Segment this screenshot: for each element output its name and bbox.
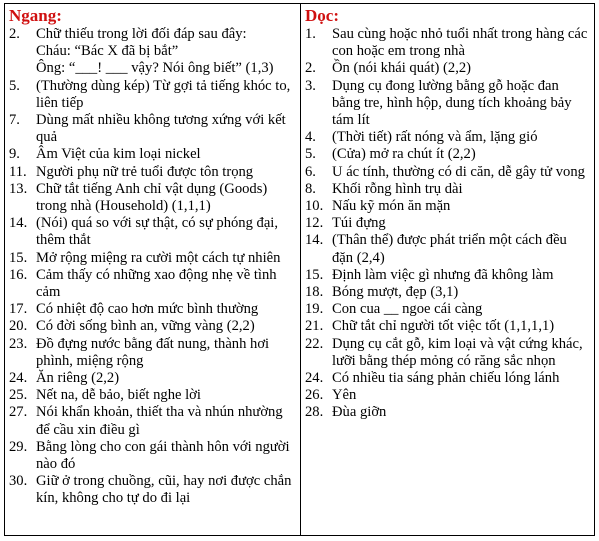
clue-text: Túi đựng [332,215,386,232]
clue-number: 11. [9,163,27,180]
clue-number: 10. [305,198,324,215]
clue-number: 16. [9,266,28,283]
clue-item [9,404,296,438]
clue-text: (Nói) quá so với sự thật, có sự phóng đại, thêm thắt [36,215,279,249]
clue-text: Sau cùng hoặc nhỏ tuổi nhất trong hàng các con hoặc em trong nhà [332,26,588,60]
clue-text: Khối rỗng hình trụ dài [332,180,463,197]
clue-number: 24. [305,370,324,387]
clue-text: Dùng mất nhiều không tương xứng với kết quả [36,112,286,146]
clue-text: Con cua __ ngoe cái càng [332,301,483,318]
clue-number: 21. [305,318,324,335]
clue-number: 4. [305,129,316,146]
clue-text: Bóng mượt, đẹp (3,1) [332,284,459,301]
clue-text: Nết na, dễ bảo, biết nghe lời [36,387,201,404]
clue-text: Có nhiệt độ cao hơn mức bình thường [36,301,259,318]
clue-item [305,404,590,421]
clue-text: Chữ thiếu trong lời đối đáp sau đây: [36,26,247,42]
clue-number: 2. [9,26,20,42]
clue-text: Chữ tắt tiếng Anh chỉ vật dụng (Goods) trong nhà (Household) (1,1,1) [36,180,268,215]
clue-item [9,146,296,163]
clue-number: 22. [305,335,324,352]
clue-text: (Cửa) mở ra chút ít (2,2) [332,146,476,163]
clue-item [305,26,590,60]
clue-number: 6. [305,163,316,180]
clue-number [305,353,332,370]
doc-column [301,4,594,535]
clue-text: Cảm thấy có những xao động nhẹ về tình cảm [36,266,277,301]
clue-item [9,215,296,249]
clue-text: Ông: “___! ___ vậy? Nói ông biết” (1,3) [36,60,274,77]
ngang-heading: Ngang: [9,6,62,25]
clue-text: Có đời sống bình an, vững vàng (2,2) [36,318,255,335]
clue-number: 25. [9,387,28,404]
clue-number: 24. [9,370,28,387]
clue-text: Mở rộng miệng ra cười một cách tự nhiên [36,249,281,266]
clue-item [9,473,296,507]
clue-item [9,164,296,181]
doc-list [305,26,590,422]
clue-text: (Thời tiết) rất nóng và ẩm, lặng gió [332,129,538,146]
clue-item [9,181,296,215]
clue-item [305,198,590,215]
clue-number: 12. [305,215,324,232]
clue-number: 7. [9,112,20,129]
clue-item [305,164,590,181]
clue-text: Ăn riêng (2,2) [36,370,120,387]
clue-text: Nấu kỹ món ăn mặn [332,198,451,215]
clue-text: Giữ ở trong chuồng, cũi, hay nơi được chắn kín, không cho tự do đi lại [36,473,292,507]
clue-item [305,60,590,77]
clue-item [305,78,590,130]
clue-text: Đùa giỡn [332,404,387,421]
clue-number: 30. [9,473,28,490]
clue-item [9,60,296,77]
clue-item [305,370,590,387]
clue-number: 19. [305,301,324,318]
clue-item [305,146,590,163]
clue-text: lưỡi bằng thép mỏng có răng sắc nhọn [332,352,556,369]
clue-item [9,43,296,60]
clue-number: 14. [305,232,324,249]
clue-number: 15. [9,249,28,266]
clue-text: Nói khẩn khoản, thiết tha và nhún nhường để cầu xin điều gì [36,404,283,438]
clue-number: 29. [9,438,28,455]
crossword-clues-table [4,3,595,536]
clue-item [305,129,590,146]
clue-item [9,370,296,387]
clue-number [9,43,36,60]
clue-number: 9. [9,146,20,163]
clue-text: Đồ đựng nước bằng đất nung, thành hơi phình, miệng rộng [36,335,270,369]
clue-item [305,336,590,353]
clue-item [9,336,296,370]
clue-item [305,181,590,198]
clue-text: Bằng lòng cho con gái thành hôn với người nào đó [36,438,290,473]
clue-item [305,387,590,404]
clue-item [9,318,296,335]
clue-number [9,60,36,77]
clue-number: 17. [9,301,28,318]
clue-number: 26. [305,387,324,404]
clue-number: 2. [305,60,316,77]
clue-item [9,439,296,473]
clue-text: (Thường dùng kép) Từ gợi tả tiếng khóc to, liên tiếp [36,77,291,111]
clue-number: 15. [305,266,324,283]
clue-number: 8. [305,180,316,197]
clue-text: Âm Việt của kim loại nickel [36,146,201,163]
clue-text: Có nhiều tia sáng phản chiếu lóng lánh [332,370,560,387]
clue-number: 14. [9,215,28,232]
clue-item [305,284,590,301]
clue-item [9,267,296,301]
clue-number: 3. [305,77,316,94]
ngang-list [9,26,296,508]
clue-text: (Thân thể) được phát triển một cách đều đặn (2,4) [332,232,567,266]
clue-text: Cháu: “Bác X đã bị bắt” [36,43,179,60]
clue-number: 1. [305,26,316,42]
clue-item [305,232,590,266]
clue-number: 5. [9,77,20,94]
clue-number: 18. [305,284,324,301]
clue-number: 27. [9,404,28,421]
clue-text: Người phụ nữ trẻ tuổi được tôn trọng [36,163,254,180]
clue-item [9,301,296,318]
clue-item [9,26,296,43]
clue-number: 20. [9,318,28,335]
clue-item [9,78,296,112]
clue-item [9,250,296,267]
clue-text: Chữ tắt chỉ người tốt việc tốt (1,1,1,1) [332,318,555,335]
clue-text: Yên [332,387,357,404]
ngang-column [5,4,301,535]
clue-number: 23. [9,335,28,352]
clue-item [305,353,590,370]
clue-number: 5. [305,146,316,163]
clue-item [305,318,590,335]
clue-text: Dụng cụ cắt gỗ, kim loại và vật cứng khác, [332,335,583,352]
clue-item [305,301,590,318]
clue-text: Định làm việc gì nhưng đã không làm [332,266,554,283]
clue-item [9,112,296,146]
clue-number: 28. [305,404,324,421]
clue-text: Dụng cụ đong lường bằng gỗ hoặc đan bằng tre, hình hộp, dung tích khoảng bảy tám lít [332,77,572,129]
clue-item [305,215,590,232]
clue-number: 13. [9,180,28,197]
clue-text: U ác tính, thường có di căn, dễ gây tử vong [332,163,585,180]
clue-text: Ồn (nói khái quát) (2,2) [332,60,472,77]
clue-item [305,267,590,284]
clue-item [9,387,296,404]
doc-heading: Dọc: [305,6,339,25]
